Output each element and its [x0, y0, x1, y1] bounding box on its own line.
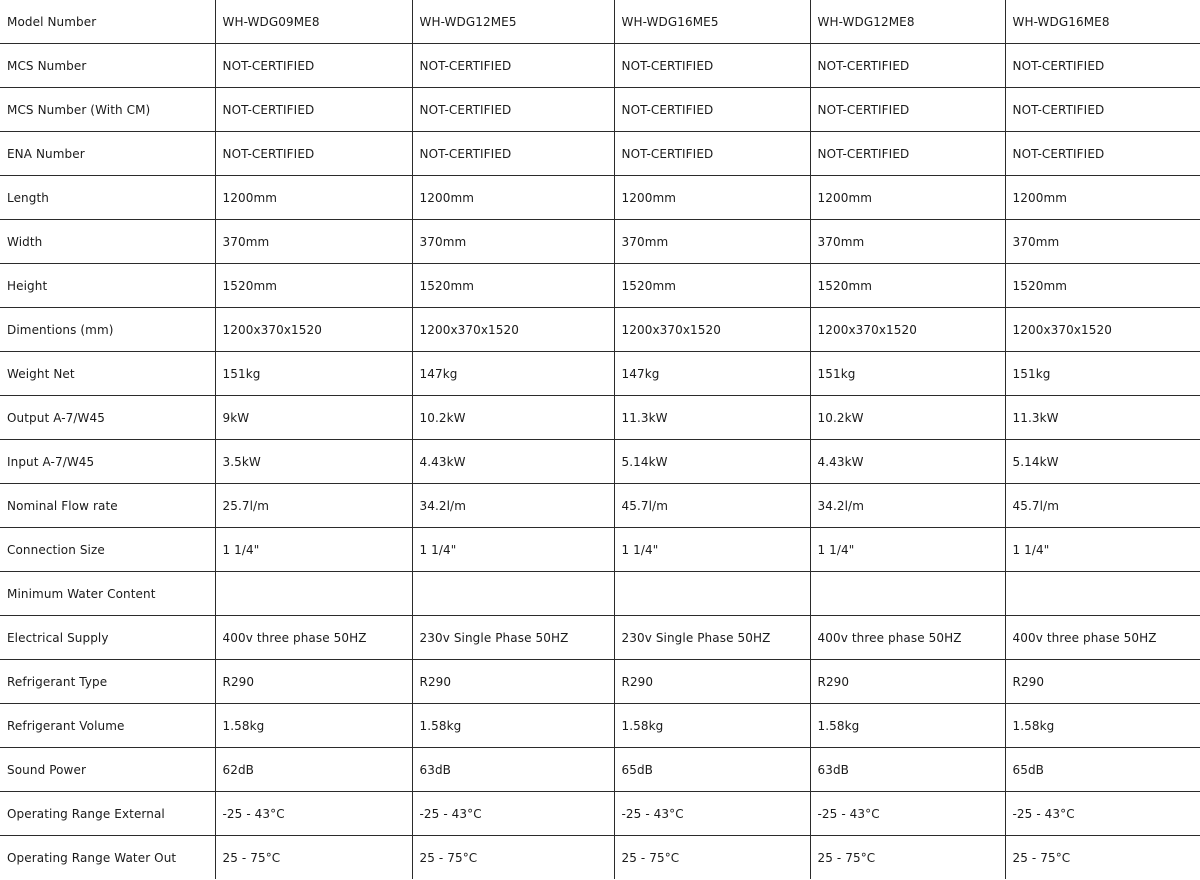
- table-cell: 9kW: [215, 396, 412, 440]
- table-cell: [810, 572, 1005, 616]
- table-cell: 1 1/4": [412, 528, 614, 572]
- table-cell: WH-WDG12ME5: [412, 0, 614, 44]
- table-cell: 370mm: [810, 220, 1005, 264]
- table-cell: 45.7l/m: [614, 484, 810, 528]
- table-cell: NOT-CERTIFIED: [1005, 132, 1200, 176]
- table-cell: WH-WDG12ME8: [810, 0, 1005, 44]
- table-cell: 370mm: [412, 220, 614, 264]
- row-label: Minimum Water Content: [0, 572, 215, 616]
- table-cell: NOT-CERTIFIED: [215, 44, 412, 88]
- table-cell: 370mm: [215, 220, 412, 264]
- table-cell: R290: [810, 660, 1005, 704]
- table-cell: 10.2kW: [810, 396, 1005, 440]
- table-row: [0, 88, 1200, 132]
- table-cell: 151kg: [1005, 352, 1200, 396]
- row-label: Refrigerant Volume: [0, 704, 215, 748]
- table-cell: 62dB: [215, 748, 412, 792]
- table-cell: R290: [614, 660, 810, 704]
- table-cell: R290: [412, 660, 614, 704]
- table-cell: 45.7l/m: [1005, 484, 1200, 528]
- table-cell: 25 - 75°C: [412, 836, 614, 880]
- table-cell: 1520mm: [614, 264, 810, 308]
- table-cell: 1.58kg: [614, 704, 810, 748]
- table-cell: 11.3kW: [614, 396, 810, 440]
- table-cell: 65dB: [1005, 748, 1200, 792]
- table-cell: 25 - 75°C: [810, 836, 1005, 880]
- table-row: [0, 0, 1200, 44]
- row-label: Refrigerant Type: [0, 660, 215, 704]
- row-label: Nominal Flow rate: [0, 484, 215, 528]
- table-row: [0, 220, 1200, 264]
- table-cell: 1200mm: [1005, 176, 1200, 220]
- table-cell: -25 - 43°C: [215, 792, 412, 836]
- table-cell: NOT-CERTIFIED: [1005, 88, 1200, 132]
- table-cell: -25 - 43°C: [412, 792, 614, 836]
- table-row: [0, 748, 1200, 792]
- table-cell: 1520mm: [215, 264, 412, 308]
- table-cell: 1 1/4": [1005, 528, 1200, 572]
- table-cell: WH-WDG09ME8: [215, 0, 412, 44]
- table-cell: 25 - 75°C: [614, 836, 810, 880]
- table-cell: 1200mm: [412, 176, 614, 220]
- table-cell: 63dB: [412, 748, 614, 792]
- table-cell: NOT-CERTIFIED: [614, 88, 810, 132]
- table-cell: 370mm: [1005, 220, 1200, 264]
- table-cell: 147kg: [614, 352, 810, 396]
- table-row: [0, 528, 1200, 572]
- table-cell: 1200mm: [810, 176, 1005, 220]
- table-cell: 4.43kW: [810, 440, 1005, 484]
- table-cell: 65dB: [614, 748, 810, 792]
- table-cell: NOT-CERTIFIED: [810, 44, 1005, 88]
- table-cell: 151kg: [810, 352, 1005, 396]
- table-cell: 1200x370x1520: [614, 308, 810, 352]
- row-label: MCS Number (With CM): [0, 88, 215, 132]
- table-row: [0, 792, 1200, 836]
- table-cell: 5.14kW: [1005, 440, 1200, 484]
- table-cell: 11.3kW: [1005, 396, 1200, 440]
- table-cell: 147kg: [412, 352, 614, 396]
- table-cell: 1520mm: [1005, 264, 1200, 308]
- table-cell: -25 - 43°C: [614, 792, 810, 836]
- table-cell: [412, 572, 614, 616]
- row-label: Height: [0, 264, 215, 308]
- table-cell: 1 1/4": [614, 528, 810, 572]
- table-cell: 1200x370x1520: [215, 308, 412, 352]
- table-cell: 63dB: [810, 748, 1005, 792]
- table-cell: NOT-CERTIFIED: [614, 132, 810, 176]
- table-cell: 370mm: [614, 220, 810, 264]
- table-cell: R290: [215, 660, 412, 704]
- table-cell: 1 1/4": [215, 528, 412, 572]
- table-cell: 1 1/4": [810, 528, 1005, 572]
- table-cell: 25.7l/m: [215, 484, 412, 528]
- row-label: Model Number: [0, 0, 215, 44]
- table-cell: 400v three phase 50HZ: [1005, 616, 1200, 660]
- table-cell: 1200x370x1520: [810, 308, 1005, 352]
- table-cell: R290: [1005, 660, 1200, 704]
- table-cell: 4.43kW: [412, 440, 614, 484]
- table-cell: 230v Single Phase 50HZ: [412, 616, 614, 660]
- table-cell: 25 - 75°C: [215, 836, 412, 880]
- table-cell: 1520mm: [810, 264, 1005, 308]
- table-cell: -25 - 43°C: [810, 792, 1005, 836]
- table-cell: NOT-CERTIFIED: [412, 132, 614, 176]
- table-cell: WH-WDG16ME8: [1005, 0, 1200, 44]
- table-cell: [614, 572, 810, 616]
- table-cell: 34.2l/m: [412, 484, 614, 528]
- row-label: Dimentions (mm): [0, 308, 215, 352]
- table-cell: [1005, 572, 1200, 616]
- table-cell: 1.58kg: [215, 704, 412, 748]
- table-cell: 1.58kg: [1005, 704, 1200, 748]
- table-cell: 10.2kW: [412, 396, 614, 440]
- table-cell: NOT-CERTIFIED: [215, 132, 412, 176]
- row-label: Width: [0, 220, 215, 264]
- table-row: [0, 704, 1200, 748]
- row-label: Electrical Supply: [0, 616, 215, 660]
- table-row: [0, 44, 1200, 88]
- table-row: [0, 484, 1200, 528]
- row-label: Length: [0, 176, 215, 220]
- table-cell: NOT-CERTIFIED: [215, 88, 412, 132]
- row-label: Sound Power: [0, 748, 215, 792]
- table-cell: -25 - 43°C: [1005, 792, 1200, 836]
- row-label: Output A-7/W45: [0, 396, 215, 440]
- table-cell: NOT-CERTIFIED: [1005, 44, 1200, 88]
- table-cell: NOT-CERTIFIED: [810, 88, 1005, 132]
- table-row: [0, 616, 1200, 660]
- table-cell: 34.2l/m: [810, 484, 1005, 528]
- table-cell: 3.5kW: [215, 440, 412, 484]
- row-label: Weight Net: [0, 352, 215, 396]
- table-row: [0, 836, 1200, 880]
- table-row: [0, 440, 1200, 484]
- table-cell: 25 - 75°C: [1005, 836, 1200, 880]
- table-cell: 1200x370x1520: [412, 308, 614, 352]
- table-cell: 1200mm: [614, 176, 810, 220]
- table-cell: 5.14kW: [614, 440, 810, 484]
- table-cell: 151kg: [215, 352, 412, 396]
- row-label: Operating Range Water Out: [0, 836, 215, 880]
- table-cell: NOT-CERTIFIED: [810, 132, 1005, 176]
- table-cell: NOT-CERTIFIED: [412, 88, 614, 132]
- table-cell: 1200x370x1520: [1005, 308, 1200, 352]
- table-cell: WH-WDG16ME5: [614, 0, 810, 44]
- table-cell: 400v three phase 50HZ: [215, 616, 412, 660]
- table-cell: [215, 572, 412, 616]
- table-row: [0, 132, 1200, 176]
- table-cell: 400v three phase 50HZ: [810, 616, 1005, 660]
- table-row: [0, 176, 1200, 220]
- table-row: [0, 352, 1200, 396]
- table-row: [0, 264, 1200, 308]
- table-row: [0, 660, 1200, 704]
- table-cell: NOT-CERTIFIED: [614, 44, 810, 88]
- table-cell: 1.58kg: [412, 704, 614, 748]
- table-cell: 1.58kg: [810, 704, 1005, 748]
- table-cell: NOT-CERTIFIED: [412, 44, 614, 88]
- table-cell: 230v Single Phase 50HZ: [614, 616, 810, 660]
- row-label: MCS Number: [0, 44, 215, 88]
- row-label: Connection Size: [0, 528, 215, 572]
- row-label: ENA Number: [0, 132, 215, 176]
- table-row: [0, 396, 1200, 440]
- row-label: Operating Range External: [0, 792, 215, 836]
- table-cell: 1520mm: [412, 264, 614, 308]
- table-row: [0, 572, 1200, 616]
- table-row: [0, 308, 1200, 352]
- row-label: Input A-7/W45: [0, 440, 215, 484]
- table-cell: 1200mm: [215, 176, 412, 220]
